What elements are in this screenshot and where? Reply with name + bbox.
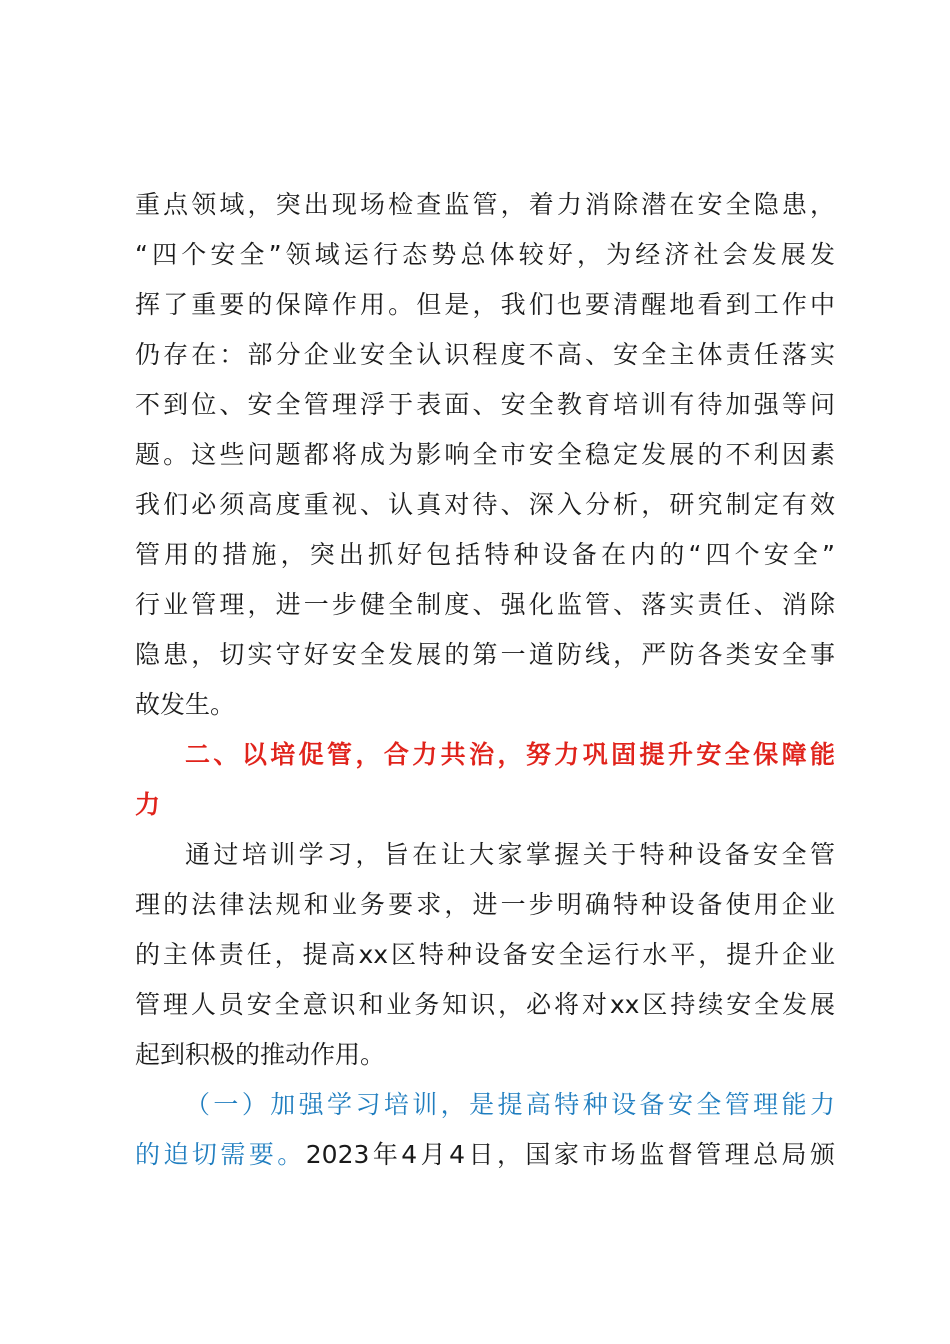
document-body xyxy=(135,180,835,1180)
subheading-line: （一）加强学习培训，是提高特种设备安全管理能力 xyxy=(185,1090,835,1119)
text-line: 重点领域，突出现场检查监管，着力消除潜在安全隐患， xyxy=(135,190,835,219)
heading-line: 二、以培促管，合力共治，努力巩固提升安全保障能 xyxy=(185,740,835,769)
text-line: 隐患，切实守好安全发展的第一道防线，严防各类安全事 xyxy=(135,640,835,669)
text-line: 挥了重要的保障作用。但是，我们也要清醒地看到工作中 xyxy=(135,290,835,319)
heading-line: 力 xyxy=(135,790,161,819)
text-line: 故发生。 xyxy=(135,690,236,719)
text-line: 行业管理，进一步健全制度、强化监管、落实责任、消除 xyxy=(135,590,835,619)
text-line: 通过培训学习，旨在让大家掌握关于特种设备安全管 xyxy=(185,840,835,869)
text-line: 题。这些问题都将成为影响全市安全稳定发展的不利因素 xyxy=(135,440,835,469)
text-line: 管用的措施，突出抓好包括特种设备在内的“四个安全” xyxy=(135,540,835,569)
text-line: “四个安全”领域运行态势总体较好，为经济社会发展发 xyxy=(135,240,835,269)
text-line: 仍存在：部分企业安全认识程度不高、安全主体责任落实 xyxy=(135,340,835,369)
text-line: 我们必须高度重视、认真对待、深入分析，研究制定有效 xyxy=(135,490,835,519)
section-heading-2 xyxy=(135,730,835,830)
text-line: 理的法律法规和业务要求，进一步明确特种设备使用企业 xyxy=(135,890,835,919)
text-line: 的主体责任，提高xx区特种设备安全运行水平，提升企业 xyxy=(135,940,835,969)
subsection-1 xyxy=(135,1080,835,1180)
text-line: 不到位、安全管理浮于表面、安全教育培训有待加强等问 xyxy=(135,390,835,419)
subheading-tail: 的迫切需要。 xyxy=(135,1140,306,1169)
text-line: 起到积极的推动作用。 xyxy=(135,1040,386,1069)
subsection-text: 2023年4月4日，国家市场监督管理总局颁 xyxy=(305,1140,835,1169)
paragraph-intro-continuation xyxy=(135,180,835,730)
paragraph-training xyxy=(135,830,835,1080)
text-line xyxy=(135,1130,835,1180)
text-line: 管理人员安全意识和业务知识，必将对xx区持续安全发展 xyxy=(135,990,835,1019)
